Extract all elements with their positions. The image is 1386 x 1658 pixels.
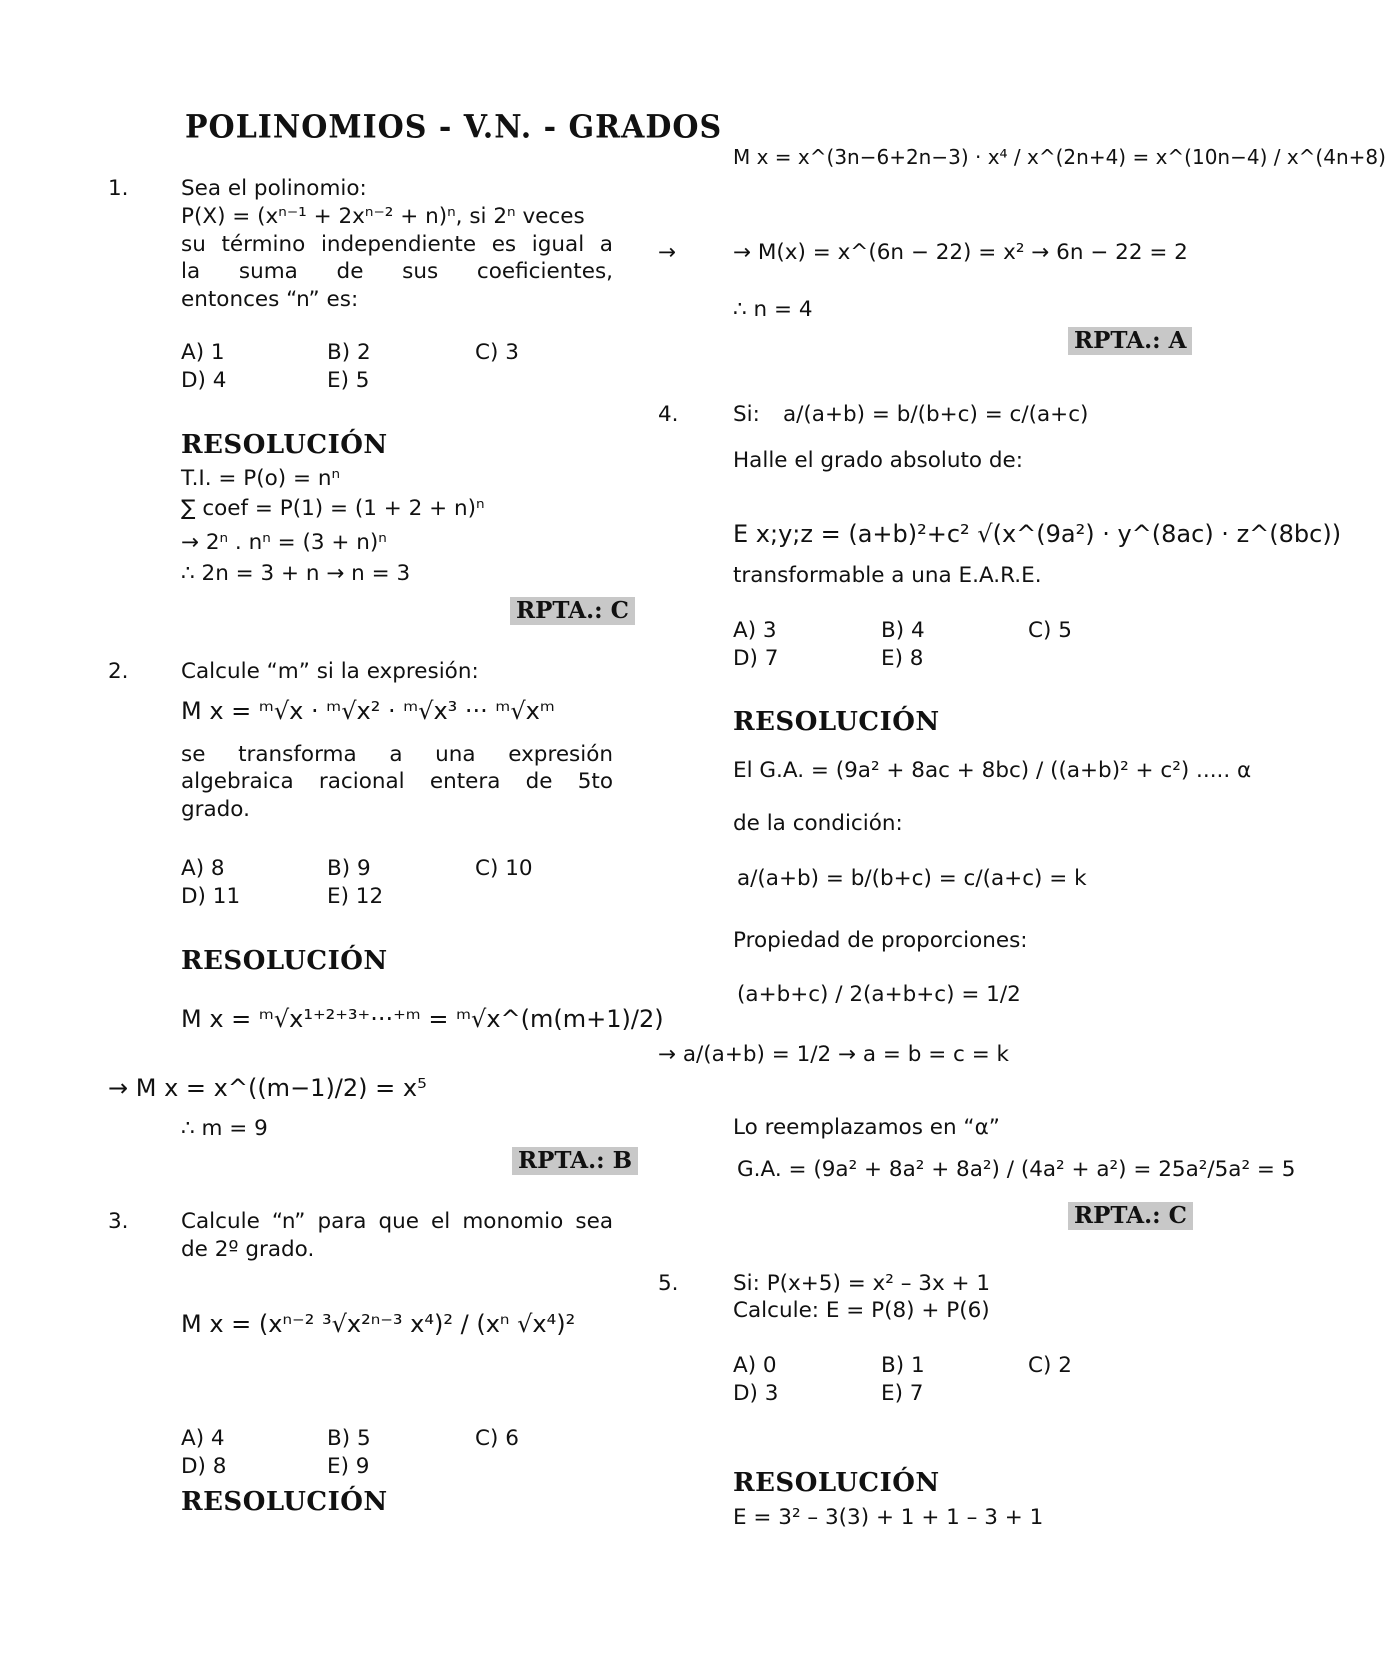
problem-2-number: 2. xyxy=(108,659,129,684)
problem-2-solution-line-1: → M x = x^((m−1)/2) = x⁵ xyxy=(108,1074,427,1102)
problem-4-solution-line-3: Propiedad de proporciones: xyxy=(733,928,1028,953)
problem-3-option-c: C) 6 xyxy=(475,1426,519,1451)
problem-3-line-0: Calcule “n” para que el monomio sea xyxy=(181,1209,613,1234)
problem-3-resolution-heading: RESOLUCIÓN xyxy=(181,1487,388,1517)
problem-3-solution-line-0: M x = x^(3n−6+2n−3) · x⁴ / x^(2n+4) = x^(10n−4) / x^(4n+8) xyxy=(733,145,1386,169)
problem-1-line-0: Sea el polinomio: xyxy=(181,176,367,201)
problem-1-option-e: E) 5 xyxy=(327,368,370,393)
problem-5-line-0: Si: P(x+5) = x² – 3x + 1 xyxy=(733,1271,991,1296)
problem-4-question-2: Halle el grado absoluto de: xyxy=(733,448,1023,473)
problem-1-option-d: D) 4 xyxy=(181,368,227,393)
problem-1-option-c: C) 3 xyxy=(475,340,519,365)
problem-2-option-b: B) 9 xyxy=(327,856,371,881)
problem-3-line-1: de 2º grado. xyxy=(181,1237,315,1262)
problem-2-line-1: algebraica racional entera de 5to xyxy=(181,769,613,794)
problem-3-expression: M x = (xⁿ⁻² ³√x²ⁿ⁻³ x⁴)² / (xⁿ √x⁴)² xyxy=(181,1310,576,1338)
problem-2-line-0: se transforma a una expresión xyxy=(181,742,613,767)
problem-5-line-1: Calcule: E = P(8) + P(6) xyxy=(733,1298,990,1323)
problem-5-option-e: E) 7 xyxy=(881,1381,924,1406)
problem-2-resolution-heading: RESOLUCIÓN xyxy=(181,946,388,976)
problem-3-answer-badge: RPTA.: A xyxy=(1068,327,1192,355)
problem-3-solution-line-1: → M(x) = x^(6n − 22) = x² → 6n − 22 = 2 xyxy=(733,240,1188,265)
problem-4-condition: a/(a+b) = b/(b+c) = c/(a+c) xyxy=(783,402,1089,427)
problem-4-option-a: A) 3 xyxy=(733,618,777,643)
problem-4-expression: E x;y;z = (a+b)²+c² √(x^(9a²) · y^(8ac) · z^(8bc)) xyxy=(733,520,1342,548)
problem-1-solution-line-2: → 2ⁿ . nⁿ = (3 + n)ⁿ xyxy=(181,530,387,555)
page-title: POLINOMIOS - V.N. - GRADOS xyxy=(185,109,723,146)
problem-3-solution-line-2: ∴ n = 4 xyxy=(733,297,813,322)
problem-4-resolution-heading: RESOLUCIÓN xyxy=(733,707,940,737)
problem-1-answer-badge: RPTA.: C xyxy=(510,597,635,625)
problem-1-polynomial xyxy=(181,204,613,230)
problem-1-option-b: B) 2 xyxy=(327,340,371,365)
problem-2-option-c: C) 10 xyxy=(475,856,533,881)
problem-2-answer-badge: RPTA.: B xyxy=(512,1147,638,1175)
problem-1-line-1: su término independiente es igual a xyxy=(181,232,613,257)
problem-3-number: 3. xyxy=(108,1209,129,1234)
problem-3-arrow: → xyxy=(658,240,677,265)
problem-2-question: Calcule “m” si la expresión: xyxy=(181,659,479,684)
problem-4-option-b: B) 4 xyxy=(881,618,925,643)
problem-4-solution-line-6: Lo reemplazamos en “α” xyxy=(733,1115,1000,1140)
problem-4-option-e: E) 8 xyxy=(881,646,924,671)
problem-2-solution-line-2: ∴ m = 9 xyxy=(181,1116,268,1141)
problem-5-solution-line-0: E = 3² – 3(3) + 1 + 1 – 3 + 1 xyxy=(733,1505,1044,1530)
problem-4-solution-line-0: El G.A. = (9a² + 8ac + 8bc) / ((a+b)² + c²) ..... α xyxy=(733,758,1252,783)
problem-4-solution-line-7: G.A. = (9a² + 8a² + 8a²) / (4a² + a²) = 25a²/5a² = 5 xyxy=(737,1157,1296,1182)
problem-5-option-d: D) 3 xyxy=(733,1381,779,1406)
problem-4-solution-line-1: de la condición: xyxy=(733,811,903,836)
problem-5-resolution-heading: RESOLUCIÓN xyxy=(733,1468,940,1498)
problem-1-number: 1. xyxy=(108,176,129,201)
problem-4-option-c: C) 5 xyxy=(1028,618,1072,643)
problem-1-line-3: entonces “n” es: xyxy=(181,287,359,312)
problem-2-solution-line-0: M x = ᵐ√x¹⁺²⁺³⁺···⁺ᵐ = ᵐ√x^(m(m+1)/2) xyxy=(181,1005,664,1033)
problem-4-question: Si: xyxy=(733,402,760,427)
problem-1-line-2: la suma de sus coeficientes, xyxy=(181,259,613,284)
problem-5-option-b: B) 1 xyxy=(881,1353,925,1378)
problem-1-solution-line-1: ∑ coef = P(1) = (1 + 2 + n)ⁿ xyxy=(181,496,485,521)
problem-1-solution-line-0: T.I. = P(o) = nⁿ xyxy=(181,466,341,491)
problem-5-number: 5. xyxy=(658,1271,679,1296)
problem-1-polynomial-source: P(X) = (xⁿ⁻¹ + 2xⁿ⁻² + n)ⁿ, si 2ⁿ veces xyxy=(181,204,585,229)
problem-4-number: 4. xyxy=(658,402,679,427)
problem-1-option-a: A) 1 xyxy=(181,340,225,365)
problem-4-option-d: D) 7 xyxy=(733,646,779,671)
problem-4-solution-line-5: → a/(a+b) = 1/2 → a = b = c = k xyxy=(658,1042,1009,1067)
problem-3-option-e: E) 9 xyxy=(327,1454,370,1479)
problem-5-option-a: A) 0 xyxy=(733,1353,777,1378)
problem-2-option-e: E) 12 xyxy=(327,884,384,909)
problem-4-solution-line-2: a/(a+b) = b/(b+c) = c/(a+c) = k xyxy=(737,866,1087,891)
problem-4-solution-line-4: (a+b+c) / 2(a+b+c) = 1/2 xyxy=(737,982,1021,1007)
problem-2-option-a: A) 8 xyxy=(181,856,225,881)
problem-4-answer-badge: RPTA.: C xyxy=(1068,1202,1193,1230)
problem-2-expression: M x = ᵐ√x · ᵐ√x² · ᵐ√x³ ··· ᵐ√xᵐ xyxy=(181,697,555,725)
problem-4-question-3: transformable a una E.A.R.E. xyxy=(733,563,1042,588)
problem-5-option-c: C) 2 xyxy=(1028,1353,1072,1378)
problem-1-resolution-heading: RESOLUCIÓN xyxy=(181,430,388,460)
problem-3-option-d: D) 8 xyxy=(181,1454,227,1479)
problem-3-option-b: B) 5 xyxy=(327,1426,371,1451)
problem-2-option-d: D) 11 xyxy=(181,884,241,909)
problem-2-line-2: grado. xyxy=(181,797,250,822)
problem-3-option-a: A) 4 xyxy=(181,1426,225,1451)
problem-1-solution-line-3: ∴ 2n = 3 + n → n = 3 xyxy=(181,561,411,586)
